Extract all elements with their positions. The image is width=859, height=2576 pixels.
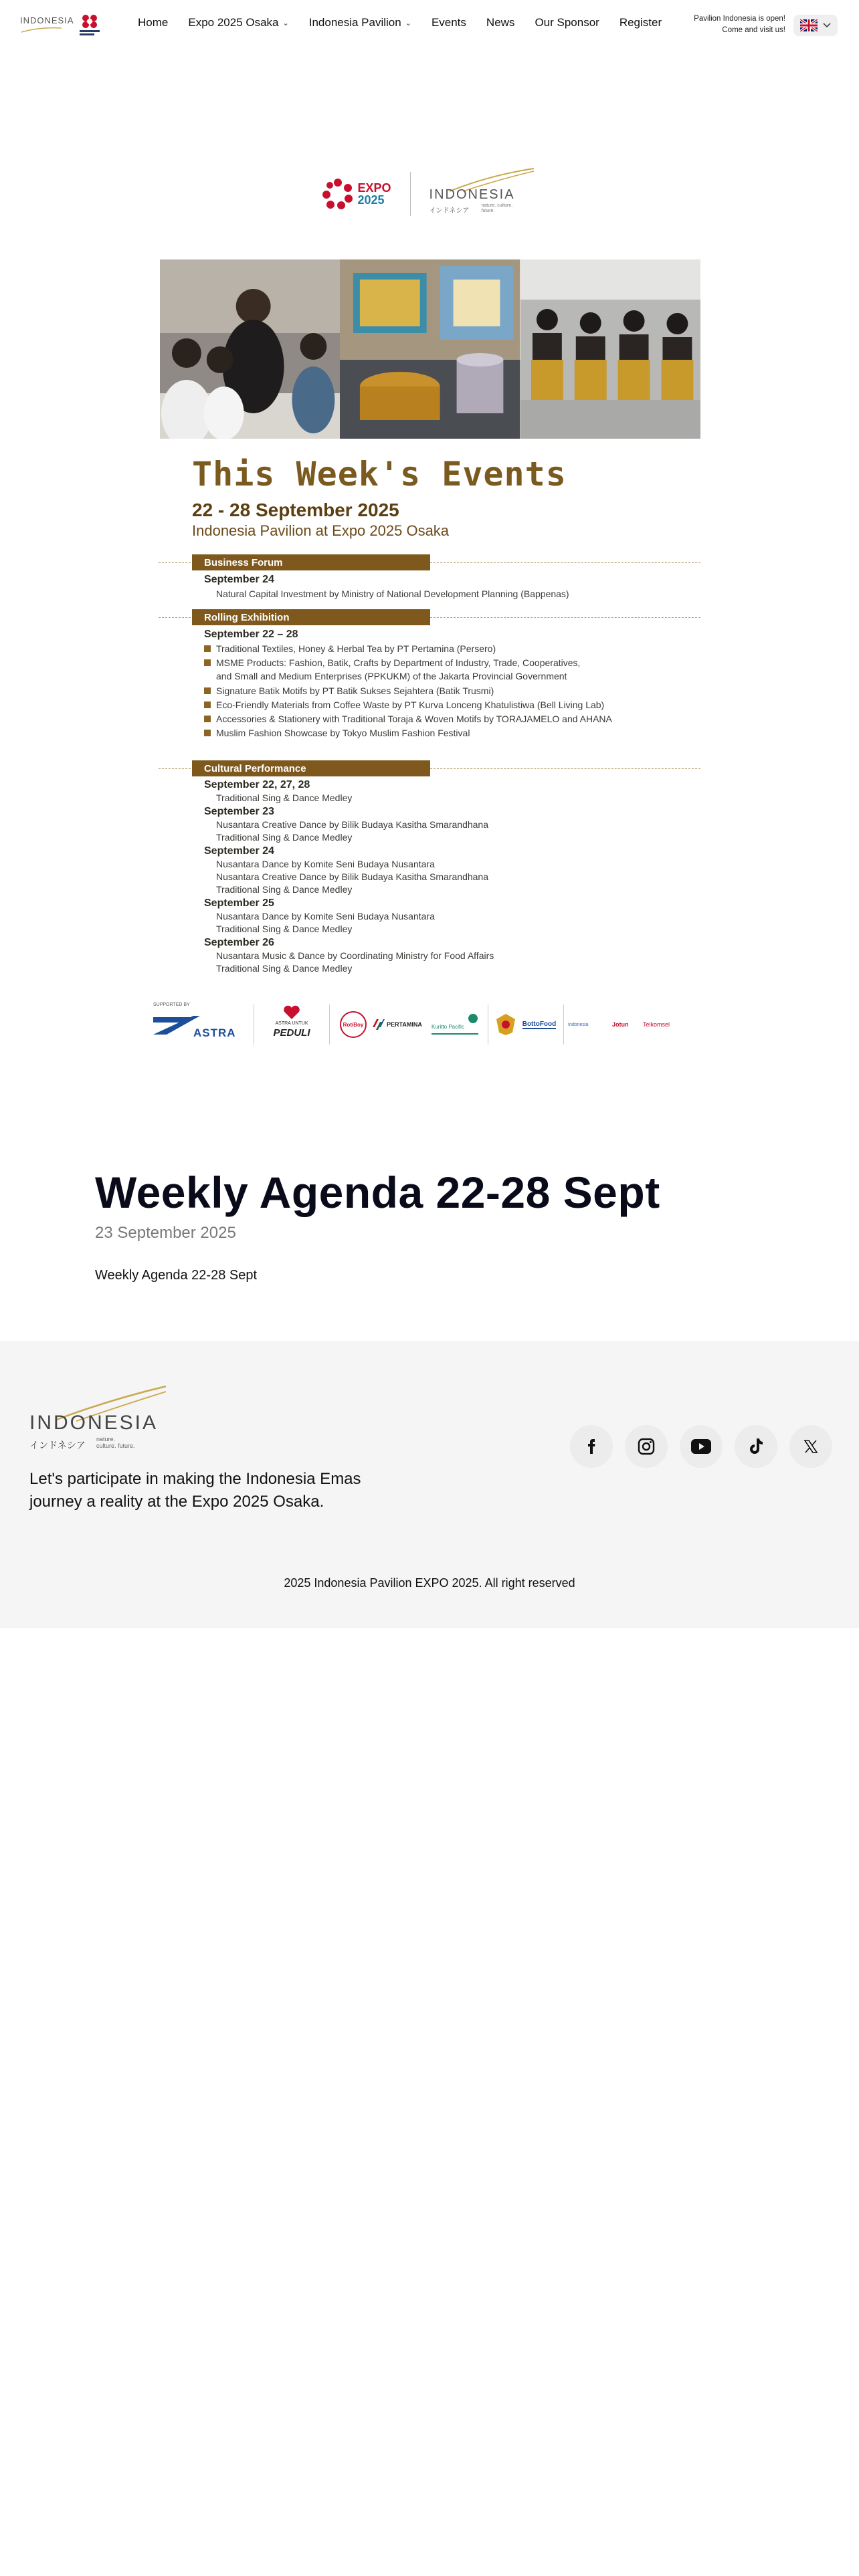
poster-venue: Indonesia Pavilion at Expo 2025 Osaka (192, 522, 450, 539)
cultural-item: Traditional Sing & Dance Medley (216, 884, 353, 895)
cultural-day: September 24 (204, 845, 274, 857)
logo-underline (432, 1033, 478, 1035)
logo-divider (410, 172, 411, 216)
nav-expo-2025-osaka[interactable]: Expo 2025 Osaka ⌄ (188, 16, 289, 29)
cultural-item: Nusantara Creative Dance by Bilik Budaya Kasitha Smarandhana (216, 819, 489, 830)
youtube-link[interactable] (680, 1425, 723, 1468)
business-item: Natural Capital Investment by Ministry of National Development Planning (Bappenas) (216, 588, 569, 599)
article-title: Weekly Agenda 22-28 Sept (95, 1168, 660, 1217)
bullet-icon (204, 687, 211, 694)
site-header (0, 0, 859, 49)
business-day: September 24 (204, 574, 274, 585)
social-links (570, 1425, 832, 1468)
bullet-icon (204, 716, 211, 722)
bullet-icon (204, 730, 211, 736)
youtube-icon (691, 1439, 711, 1454)
sponsor-telkomsel: Telkomsel (643, 1021, 670, 1028)
article-date: 23 September 2025 (95, 1224, 236, 1242)
expo-2025-logo: EXPO 2025 (322, 179, 391, 209)
indonesia-logo: INDONESIA インドネシア nature. culture. future. (430, 167, 537, 221)
main-nav (138, 16, 662, 29)
cultural-item: Nusantara Dance by Komite Seni Budaya Nusantara (216, 911, 435, 922)
language-selector[interactable] (793, 15, 838, 36)
sponsor-kuritto-pacific: Kuritto Pacific (429, 1001, 484, 1048)
bullet-icon (204, 702, 211, 708)
site-logo[interactable] (20, 12, 94, 40)
instagram-icon (638, 1438, 655, 1455)
uk-flag-icon (800, 19, 818, 31)
sponsor-indonesia: Indonesia (568, 1022, 589, 1027)
chevron-down-icon: ⌄ (282, 19, 289, 27)
facebook-link[interactable] (570, 1425, 613, 1468)
logo-swoosh-icon (20, 27, 63, 33)
bullet-icon (204, 645, 211, 652)
nav-indonesia-pavilion[interactable]: Indonesia Pavilion ⌄ (308, 16, 411, 29)
site-footer (0, 1341, 859, 1628)
nav-home[interactable]: Home (138, 16, 169, 29)
cultural-item: Traditional Sing & Dance Medley (216, 924, 353, 934)
x-link[interactable] (789, 1425, 832, 1468)
facebook-icon (583, 1438, 599, 1455)
pavilion-open-notice: Pavilion Indonesia is open! Come and visit us! (694, 15, 785, 34)
cultural-item: Traditional Sing & Dance Medley (216, 832, 353, 843)
sponsor-divider (329, 1004, 330, 1045)
photo-workshop (160, 259, 340, 439)
list-item: Traditional Textiles, Honey & Herbal Tea by PT Pertamina (Persero) (204, 643, 496, 654)
chevron-down-icon (823, 23, 831, 28)
sponsor-divider (563, 1004, 564, 1045)
bullet-icon (204, 659, 211, 666)
sponsor-astra: SUPPORTED BY ASTRA (149, 1001, 250, 1048)
crest-icon (496, 1014, 515, 1035)
sponsor-pertamina: PERTAMINA (373, 1001, 429, 1048)
sponsor-strip (149, 1000, 707, 1049)
tiktok-icon (748, 1438, 764, 1455)
nav-register[interactable]: Register (619, 16, 662, 29)
sponsor-astra-peduli: ASTRA UNTUK PEDULI (258, 1001, 325, 1048)
list-item: Signature Batik Motifs by PT Batik Sukses Sejahtera (Batik Trusmi) (204, 685, 494, 696)
list-item: Muslim Fashion Showcase by Tokyo Muslim Fashion Festival (204, 728, 470, 738)
list-item: Accessories & Stationery with Traditional Toraja & Woven Motifs by TORAJAMELO and AHANA (204, 714, 612, 724)
list-item-continued: and Small and Medium Enterprises (PPKUKM) of the Jakarta Provincial Government (216, 671, 567, 681)
section-cultural-performance: Cultural Performance (192, 760, 430, 776)
chevron-down-icon: ⌄ (405, 19, 411, 27)
cultural-day: September 22, 27, 28 (204, 779, 310, 790)
copyright: 2025 Indonesia Pavilion EXPO 2025. All right reserved (284, 1576, 575, 1590)
sponsor-rotiboy: RotiBoy (334, 1001, 373, 1048)
cultural-item: Nusantara Creative Dance by Bilik Budaya Kasitha Smarandhana (216, 871, 489, 882)
nav-events[interactable]: Events (431, 16, 466, 29)
tiktok-link[interactable] (735, 1425, 777, 1468)
cultural-day: September 23 (204, 806, 274, 817)
poster-date: 22 - 28 September 2025 (192, 500, 399, 520)
footer-tagline: Let's participate in making the Indonesia Emas journey a reality at the Expo 2025 Osaka. (29, 1470, 361, 1511)
instagram-link[interactable] (625, 1425, 668, 1468)
photo-dancers (520, 259, 700, 439)
nav-news[interactable]: News (486, 16, 515, 29)
list-item: MSME Products: Fashion, Batik, Crafts by Department of Industry, Trade, Cooperatives, (204, 657, 580, 668)
pertamina-logo-icon (373, 1019, 385, 1030)
sponsor-emblem (492, 1001, 519, 1048)
cultural-day: September 25 (204, 897, 274, 909)
expo-emblem-icon (322, 179, 353, 209)
globe-icon (468, 1013, 478, 1024)
indonesia-logo: INDONESIA (20, 16, 74, 37)
section-rolling-exhibition: Rolling Exhibition (192, 609, 430, 625)
poster-logos (159, 160, 700, 227)
sponsor-jotun: Jotun (612, 1021, 629, 1028)
cultural-item: Traditional Sing & Dance Medley (216, 792, 353, 803)
rolling-day: September 22 – 28 (204, 629, 298, 640)
article-body: Weekly Agenda 22-28 Sept (95, 1268, 258, 1283)
nav-our-sponsor[interactable]: Our Sponsor (535, 16, 599, 29)
x-icon (803, 1439, 818, 1454)
poster-photos (160, 259, 700, 439)
sponsor-bottofood: BottoFood (522, 1020, 557, 1028)
footer-logo[interactable]: INDONESIA インドネシア nature. culture. future. (29, 1385, 170, 1455)
section-business-forum: Business Forum (192, 554, 430, 570)
cultural-day: September 26 (204, 937, 274, 948)
expo-2025-logo (78, 14, 101, 38)
list-item: Eco-Friendly Materials from Coffee Waste by PT Kurva Lonceng Khatulistiwa (Bell Living Lab) (204, 700, 604, 710)
cultural-item: Nusantara Music & Dance by Coordinating Ministry for Food Affairs (216, 950, 494, 961)
poster-title: This Week's Events (192, 455, 567, 494)
cultural-item: Traditional Sing & Dance Medley (216, 963, 353, 974)
heart-icon (283, 1005, 300, 1020)
cultural-item: Nusantara Dance by Komite Seni Budaya Nusantara (216, 859, 435, 869)
events-poster (153, 160, 700, 1050)
photo-crafts (340, 259, 520, 439)
